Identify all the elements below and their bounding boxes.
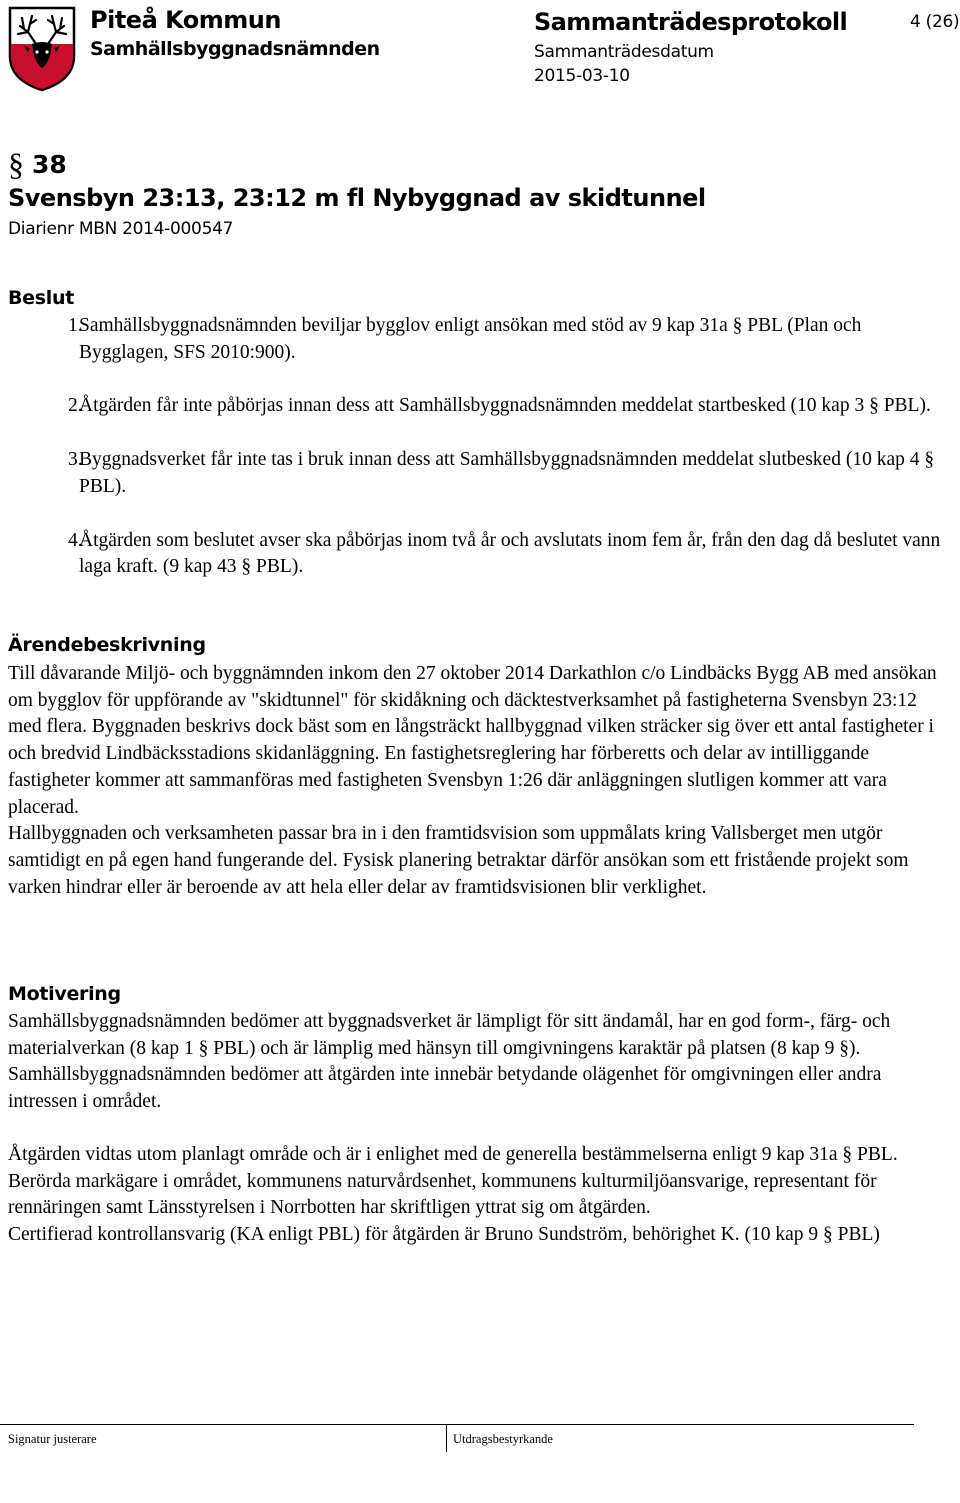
list-item bbox=[8, 528, 948, 581]
organization-name: Piteå Kommun bbox=[90, 6, 281, 34]
footer-divider bbox=[446, 1424, 447, 1452]
list-item-number: 2. bbox=[68, 395, 83, 417]
motivation-paragraph: Certifierad kontrollansvarig (KA enligt PBL) för åtgärden är Bruno Sundström, behörighet K. (10 kap 9 § PBL) bbox=[8, 1223, 880, 1245]
motivation-heading: Motivering bbox=[8, 983, 121, 1005]
case-reference: Diarienr MBN 2014-000547 bbox=[8, 219, 234, 239]
section-sign-icon: § bbox=[8, 146, 24, 182]
list-item bbox=[8, 447, 948, 500]
certification-label: Utdragsbestyrkande bbox=[453, 1432, 553, 1446]
case-description-paragraph: Till dåvarande Miljö- och byggnämnden inkom den 27 oktober 2014 Darkathlon c/o Lindbäcks Bygg AB med ansökan om bygglov för uppförande av "skidtunnel" för skidåkning och däcktestverksamhet på fastigheterna Svensbyn 23:12 med flera. Byggnaden beskrivs dock bäst som en långsträckt hallbyggnad vilken sträcker sig över ett antal fastigheter i och bredvid Lindbäcksstadions skidanläggning. En fastighetsreglering har förberetts och delar av intilliggande fastigheter kommer att sammanföras med fastigheten Svensbyn 1:26 där anläggningen slutligen kommer att vara placerad. bbox=[8, 663, 937, 818]
list-item-text: Byggnadsverket får inte tas i bruk innan dess att Samhällsbyggnadsnämnden meddelat slutbesked (10 kap 4 § PBL). bbox=[79, 449, 935, 497]
motivation bbox=[8, 1009, 953, 1249]
list-item-number: 3. bbox=[68, 449, 83, 471]
section-heading bbox=[8, 146, 67, 182]
decision-heading: Beslut bbox=[8, 287, 74, 309]
list-item-number: 1. bbox=[68, 315, 83, 336]
decision-list bbox=[8, 313, 948, 581]
reindeer-coat-of-arms-icon bbox=[6, 4, 78, 92]
list-item-text: Åtgärden får inte påbörjas innan dess att Samhällsbyggnadsnämnden meddelat startbesked (10 kap 3 § PBL). bbox=[79, 395, 931, 417]
page-number: 4 (26) bbox=[910, 12, 960, 32]
document-type: Sammanträdesprotokoll bbox=[534, 8, 848, 36]
list-item bbox=[8, 313, 948, 366]
list-item bbox=[8, 393, 948, 420]
list-item-text: Samhällsbyggnadsnämnden beviljar bygglov enligt ansökan med stöd av 9 kap 31a § PBL (Plan och Bygglagen, SFS 2010:900). bbox=[79, 315, 862, 363]
case-description bbox=[8, 661, 953, 901]
case-description-heading: Ärendebeskrivning bbox=[8, 634, 206, 656]
case-description-paragraph: Hallbyggnaden och verksamheten passar bra in i den framtidsvision som uppmålats kring Vallsberget men utgör samtidigt en på egen hand fungerande del. Fysisk planering betraktar därför ansökan som ett fristående projekt som varken hindrar eller är beroende av att hela eller delar av framtidsvisionen blir verklighet. bbox=[8, 823, 909, 898]
case-title: Svensbyn 23:13, 23:12 m fl Nybyggnad av skidtunnel bbox=[8, 184, 706, 212]
motivation-paragraph: Berörda markägare i området, kommunens naturvårdsenhet, kommunens kulturmiljöansvarige, representant för rennäringen samt Länsstyrelsen i Norrbotten har skriftligen yttrat sig om åtgärden. bbox=[8, 1170, 877, 1219]
section-number: 38 bbox=[32, 150, 67, 179]
list-item-number: 4. bbox=[68, 529, 83, 551]
department-name: Samhällsbyggnadsnämnden bbox=[90, 38, 380, 60]
motivation-paragraph: Åtgärden vidtas utom planlagt område och är i enlighet med de generella bestämmelserna enligt 9 kap 31a § PBL. bbox=[8, 1143, 898, 1165]
meeting-date-value: 2015-03-10 bbox=[534, 66, 630, 86]
meeting-date-label: Sammanträdesdatum bbox=[534, 42, 714, 62]
footer-rule bbox=[0, 1424, 914, 1425]
motivation-paragraph: Samhällsbyggnadsnämnden bedömer att byggnadsverket är lämpligt för sitt ändamål, har en god form-, färg- och materialverkan (8 kap 1 § PBL) och är lämplig med hänsyn till omgivningens karaktär på platsen (8 kap 9 §). Samhällsbyggnadsnämnden bedömer att åtgärden inte innebär betydande olägenhet för omgivningen eller andra intressen i området. bbox=[8, 1011, 891, 1113]
signature-label: Signatur justerare bbox=[8, 1432, 97, 1446]
list-item-text: Åtgärden som beslutet avser ska påbörjas inom två år och avslutats inom fem år, från den dag då beslutet vann laga kraft. (9 kap 43 § PBL). bbox=[79, 529, 941, 578]
